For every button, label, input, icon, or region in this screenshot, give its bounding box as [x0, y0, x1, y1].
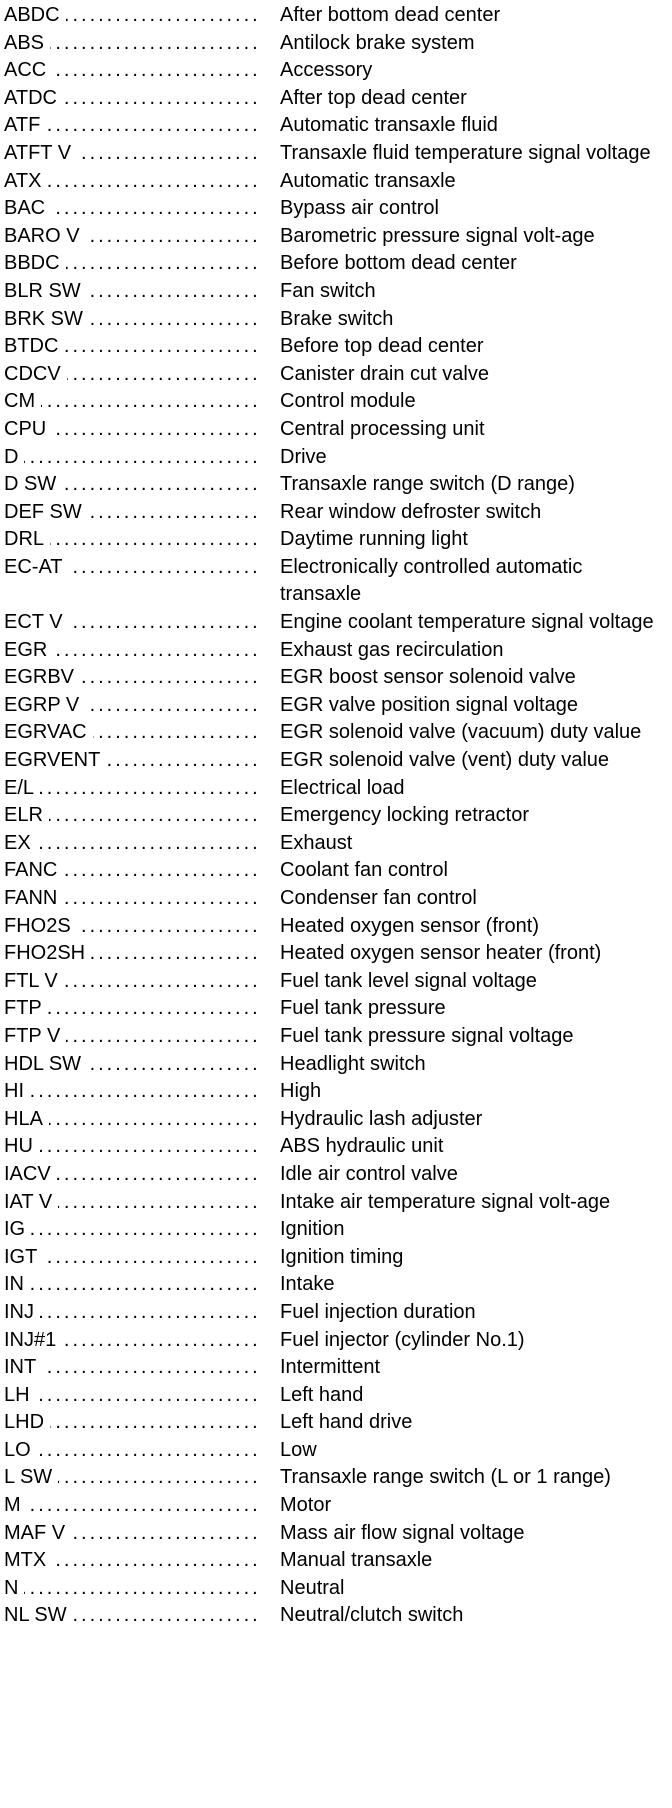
glossary-entry [4, 57, 668, 85]
glossary-entry [4, 1437, 668, 1465]
abbreviation-definition: Fuel tank level signal voltage [280, 969, 537, 992]
glossary-entry [4, 1023, 668, 1051]
abbreviation-term [4, 1437, 260, 1465]
abbreviation-definition: Low [280, 1438, 317, 1461]
abbreviation-definition: Intake air temperature signal volt-age [280, 1190, 611, 1213]
abbreviation-term-text: M [4, 1494, 27, 1516]
abbreviation-term-text: EGR [4, 639, 53, 661]
abbreviation-term [4, 968, 260, 996]
abbreviation-term [4, 1492, 260, 1520]
abbreviation-definition: EGR boost sensor solenoid valve [280, 666, 576, 689]
abbreviation-term-text: BBDC [4, 252, 66, 274]
abbreviation-term-text: ECT V [4, 611, 69, 633]
abbreviation-definition: Transaxle range switch (L or 1 range) [280, 1466, 611, 1489]
abbreviation-list [4, 2, 668, 1630]
glossary-entry [4, 968, 668, 996]
abbreviation-term-text: DEF SW [4, 501, 88, 523]
abbreviation-definition: Bypass air control [280, 197, 439, 220]
glossary-entry [4, 1133, 668, 1161]
abbreviation-term-text: CM [4, 390, 41, 412]
abbreviation-term-text: INJ#1 [4, 1329, 62, 1351]
abbreviation-definition: Ignition [280, 1218, 345, 1241]
abbreviation-definition: Headlight switch [280, 1052, 426, 1075]
abbreviation-definition: Transaxle range switch (D range) [280, 473, 575, 496]
glossary-entry [4, 112, 668, 140]
abbreviation-definition: Fuel injection duration [280, 1300, 476, 1323]
abbreviation-definition: Engine coolant temperature signal voltage [280, 611, 654, 634]
abbreviation-term [4, 2, 260, 30]
abbreviation-definition: After bottom dead center [280, 4, 501, 26]
abbreviation-term-text: IACV [4, 1163, 57, 1185]
abbreviation-definition: Left hand drive [280, 1411, 413, 1434]
abbreviation-term [4, 1161, 260, 1189]
abbreviation-definition: Neutral/clutch switch [280, 1604, 464, 1627]
abbreviation-term [4, 1133, 260, 1161]
abbreviation-definition: Fuel tank pressure signal voltage [280, 1024, 574, 1047]
abbreviation-term [4, 664, 260, 692]
abbreviation-term-text: LO [4, 1439, 37, 1461]
glossary-entry [4, 1575, 668, 1603]
abbreviation-term [4, 1189, 260, 1217]
abbreviation-term [4, 499, 260, 527]
abbreviation-definition: Automatic transaxle fluid [280, 114, 498, 137]
abbreviation-definition: Accessory [280, 59, 373, 82]
abbreviation-definition: Electronically controlled automatic transaxle [280, 555, 583, 606]
abbreviation-definition: Ignition timing [280, 1245, 404, 1268]
abbreviation-term [4, 609, 260, 637]
abbreviation-term [4, 250, 260, 278]
abbreviation-definition: Brake switch [280, 307, 394, 330]
abbreviation-term [4, 1602, 260, 1630]
glossary-entry [4, 913, 668, 941]
abbreviation-definition: Hydraulic lash adjuster [280, 1107, 483, 1130]
glossary-entry [4, 250, 668, 278]
abbreviation-term [4, 112, 260, 140]
glossary-entry [4, 306, 668, 334]
abbreviation-term [4, 1354, 260, 1382]
glossary-entry [4, 747, 668, 775]
glossary-entry [4, 1271, 668, 1299]
abbreviation-term-text: L SW [4, 1466, 58, 1488]
abbreviation-term [4, 526, 260, 554]
abbreviation-definition: Canister drain cut valve [280, 362, 489, 385]
abbreviation-term [4, 223, 260, 251]
abbreviation-definition: Left hand [280, 1383, 364, 1406]
glossary-entry [4, 692, 668, 720]
glossary-entry [4, 554, 668, 609]
abbreviation-term-text: INT [4, 1356, 42, 1378]
abbreviation-term [4, 333, 260, 361]
abbreviation-definition: Before top dead center [280, 335, 484, 358]
abbreviation-definition: High [280, 1080, 322, 1103]
abbreviation-definition: Manual transaxle [280, 1549, 433, 1572]
abbreviation-definition: Heated oxygen sensor (front) [280, 914, 540, 937]
abbreviation-term [4, 30, 260, 58]
glossary-entry [4, 1216, 668, 1244]
abbreviation-definition: After top dead center [280, 86, 467, 109]
abbreviation-term [4, 775, 260, 803]
glossary-entry [4, 1327, 668, 1355]
abbreviation-term-text: FANN [4, 887, 63, 909]
abbreviation-term [4, 1023, 260, 1051]
abbreviation-term [4, 1575, 260, 1603]
glossary-entry [4, 388, 668, 416]
glossary-entry [4, 333, 668, 361]
abbreviation-term [4, 1078, 260, 1106]
abbreviation-term [4, 1244, 260, 1272]
abbreviation-term [4, 692, 260, 720]
abbreviation-term [4, 388, 260, 416]
abbreviation-term [4, 913, 260, 941]
abbreviation-term-text: ATFT V [4, 142, 77, 164]
abbreviation-term [4, 637, 260, 665]
abbreviation-term [4, 85, 260, 113]
glossary-entry [4, 1051, 668, 1079]
abbreviation-term-text: MAF V [4, 1522, 71, 1544]
abbreviation-term-text: ATF [4, 114, 46, 136]
abbreviation-definition: Heated oxygen sensor heater (front) [280, 942, 602, 965]
abbreviation-term-text: ABDC [4, 4, 66, 26]
abbreviation-term [4, 802, 260, 830]
abbreviation-term-text: HI [4, 1080, 30, 1102]
glossary-entry [4, 1492, 668, 1520]
abbreviation-term-text: D [4, 446, 24, 468]
glossary-entry [4, 1299, 668, 1327]
abbreviation-term-text: EGRVAC [4, 721, 93, 743]
abbreviation-definition: Central processing unit [280, 417, 485, 440]
abbreviation-term [4, 471, 260, 499]
abbreviation-term-text: HDL SW [4, 1053, 87, 1075]
abbreviation-definition: EGR solenoid valve (vent) duty value [280, 749, 610, 772]
abbreviation-term [4, 1051, 260, 1079]
abbreviation-term [4, 747, 260, 775]
abbreviation-term [4, 1520, 260, 1548]
abbreviation-term [4, 361, 260, 389]
glossary-entry [4, 1520, 668, 1548]
glossary-entry [4, 2, 668, 30]
glossary-entry [4, 719, 668, 747]
glossary-entry [4, 1189, 668, 1217]
abbreviation-definition: Before bottom dead center [280, 252, 517, 275]
abbreviation-term [4, 1216, 260, 1244]
abbreviation-term [4, 1409, 260, 1437]
glossary-entry [4, 1354, 668, 1382]
glossary-entry [4, 416, 668, 444]
glossary-entry [4, 995, 668, 1023]
abbreviation-term [4, 1547, 260, 1575]
abbreviation-term-text: CDCV [4, 363, 67, 385]
abbreviation-definition: Motor [280, 1494, 332, 1517]
abbreviation-term-text: BARO V [4, 225, 86, 247]
glossary-entry [4, 1464, 668, 1492]
abbreviation-definition: EGR valve position signal voltage [280, 693, 578, 716]
abbreviation-definition: Daytime running light [280, 528, 468, 551]
abbreviation-definition: Exhaust [280, 831, 353, 854]
abbreviation-definition: Drive [280, 445, 327, 468]
abbreviation-term-text: IG [4, 1218, 31, 1240]
abbreviation-term-text: BTDC [4, 335, 64, 357]
abbreviation-term-text: E/L [4, 777, 40, 799]
abbreviation-term-text: EX [4, 832, 37, 854]
abbreviation-term [4, 1382, 260, 1410]
glossary-entry [4, 499, 668, 527]
abbreviation-term [4, 1271, 260, 1299]
glossary-entry [4, 940, 668, 968]
abbreviation-definition: ABS hydraulic unit [280, 1135, 444, 1158]
abbreviation-term-text: FANC [4, 859, 63, 881]
abbreviation-term [4, 1106, 260, 1134]
glossary-entry [4, 775, 668, 803]
abbreviation-term-text: IN [4, 1273, 30, 1295]
glossary-entry [4, 830, 668, 858]
glossary-entry [4, 140, 668, 168]
abbreviation-term-text: EGRBV [4, 666, 80, 688]
abbreviation-term [4, 444, 260, 472]
abbreviation-term-text: IAT V [4, 1191, 58, 1213]
abbreviation-term-text: BAC [4, 197, 51, 219]
abbreviation-definition: Intake [280, 1273, 335, 1296]
abbreviation-term-text: ELR [4, 804, 49, 826]
abbreviation-definition: Neutral [280, 1576, 345, 1599]
abbreviation-definition: Transaxle fluid temperature signal voltage [280, 141, 651, 164]
glossary-entry [4, 637, 668, 665]
abbreviation-term-text: N [4, 1577, 24, 1599]
glossary-entry [4, 278, 668, 306]
glossary-entry [4, 168, 668, 196]
abbreviation-term-text: D SW [4, 473, 62, 495]
abbreviation-term-text: FTP [4, 997, 48, 1019]
abbreviation-term-text: CPU [4, 418, 52, 440]
abbreviation-term [4, 830, 260, 858]
abbreviation-definition: Control module [280, 390, 416, 413]
abbreviation-term [4, 940, 260, 968]
abbreviation-definition: Intermittent [280, 1356, 381, 1379]
glossary-entry [4, 85, 668, 113]
glossary-entry [4, 1078, 668, 1106]
glossary-entry [4, 1161, 668, 1189]
glossary-entry [4, 664, 668, 692]
abbreviation-term [4, 168, 260, 196]
abbreviation-term [4, 140, 260, 168]
abbreviation-term-text: MTX [4, 1549, 52, 1571]
abbreviation-term [4, 554, 260, 582]
glossary-entry [4, 444, 668, 472]
glossary-entry [4, 885, 668, 913]
abbreviation-term-text: HLA [4, 1108, 49, 1130]
abbreviation-term-text: ABS [4, 32, 50, 54]
abbreviation-definition: Exhaust gas recirculation [280, 638, 504, 661]
abbreviation-term-text: BRK SW [4, 308, 89, 330]
glossary-entry [4, 1547, 668, 1575]
glossary-entry [4, 857, 668, 885]
abbreviation-term [4, 195, 260, 223]
glossary-entry [4, 361, 668, 389]
abbreviation-term-text: DRL [4, 528, 50, 550]
glossary-entry [4, 195, 668, 223]
abbreviation-term-text: FTP V [4, 1025, 66, 1047]
abbreviation-term [4, 1327, 260, 1355]
abbreviation-definition: Barometric pressure signal volt-age [280, 224, 595, 247]
abbreviation-definition: Electrical load [280, 776, 405, 799]
abbreviation-term-text: FHO2S [4, 915, 77, 937]
glossary-entry [4, 471, 668, 499]
glossary-entry [4, 30, 668, 58]
abbreviation-term-text: IGT [4, 1246, 43, 1268]
abbreviation-definition: Automatic transaxle [280, 169, 456, 192]
glossary-entry [4, 1106, 668, 1134]
abbreviation-term-text: ATDC [4, 87, 63, 109]
abbreviation-term [4, 416, 260, 444]
abbreviation-term [4, 885, 260, 913]
glossary-entry [4, 1382, 668, 1410]
abbreviation-term [4, 306, 260, 334]
abbreviation-definition: Fuel tank pressure [280, 997, 446, 1020]
abbreviation-term-text: LH [4, 1384, 36, 1406]
glossary-entry [4, 1244, 668, 1272]
glossary-entry [4, 802, 668, 830]
abbreviation-definition: Antilock brake system [280, 31, 475, 54]
abbreviation-term-text: EGRP V [4, 694, 85, 716]
abbreviation-term [4, 1464, 260, 1492]
abbreviation-term [4, 57, 260, 85]
abbreviation-term-text: EC-AT [4, 556, 69, 578]
abbreviation-definition: Fan switch [280, 279, 376, 302]
abbreviation-definition: Mass air flow signal voltage [280, 1521, 525, 1544]
abbreviation-term [4, 719, 260, 747]
abbreviation-definition: Coolant fan control [280, 859, 448, 882]
abbreviation-definition: Rear window defroster switch [280, 500, 542, 523]
abbreviation-term-text: NL SW [4, 1604, 73, 1626]
abbreviation-term-text: ACC [4, 59, 52, 81]
abbreviation-term-text: BLR SW [4, 280, 87, 302]
abbreviation-term-text: ATX [4, 170, 47, 192]
glossary-entry [4, 1409, 668, 1437]
abbreviation-definition: Fuel injector (cylinder No.1) [280, 1328, 525, 1351]
glossary-entry [4, 526, 668, 554]
glossary-entry [4, 609, 668, 637]
abbreviation-term-text: INJ [4, 1301, 40, 1323]
abbreviation-term-text: FHO2SH [4, 942, 91, 964]
abbreviation-term [4, 1299, 260, 1327]
glossary-entry [4, 223, 668, 251]
abbreviation-term [4, 857, 260, 885]
abbreviation-term-text: FTL V [4, 970, 64, 992]
abbreviation-term-text: LHD [4, 1411, 50, 1433]
abbreviation-term [4, 995, 260, 1023]
abbreviation-term-text: HU [4, 1135, 39, 1157]
abbreviation-definition: EGR solenoid valve (vacuum) duty value [280, 721, 642, 744]
abbreviation-definition: Condenser fan control [280, 887, 477, 909]
abbreviation-definition: Idle air control valve [280, 1162, 458, 1185]
abbreviation-definition: Emergency locking retractor [280, 804, 529, 827]
glossary-entry [4, 1602, 668, 1630]
abbreviation-term [4, 278, 260, 306]
abbreviation-term-text: EGRVENT [4, 749, 106, 771]
